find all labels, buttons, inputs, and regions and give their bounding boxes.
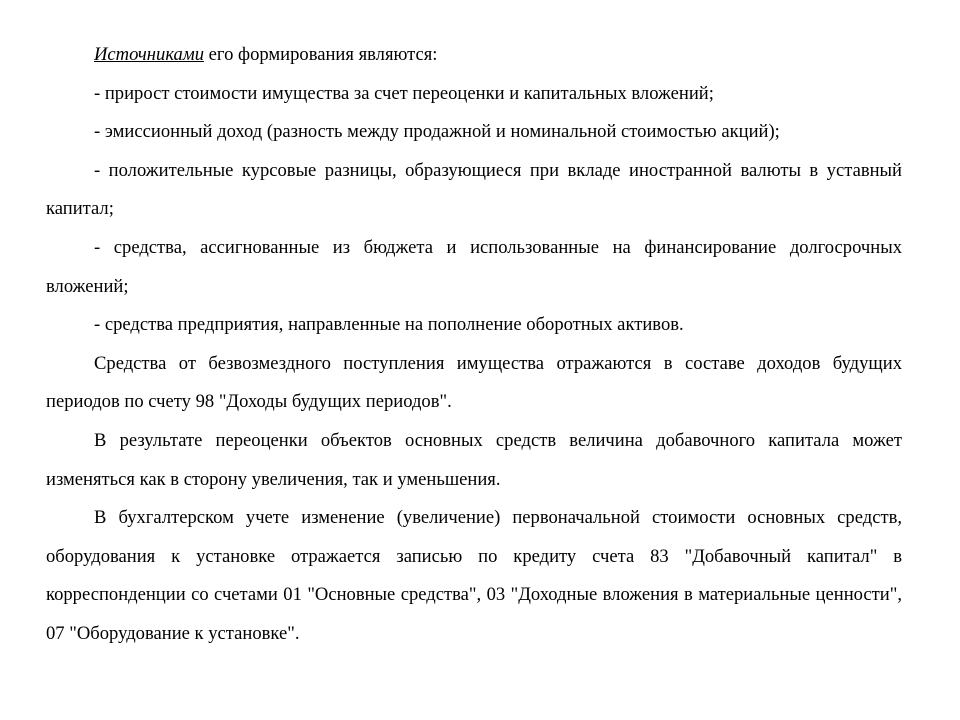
source-item-3: - положительные курсовые разницы, образующиеся при вкладе иностранной валюты в уставный капитал; [46,159,902,220]
intro-rest-text: его формирования являются: [204,44,438,65]
source-item-4: - средства, ассигнованные из бюджета и использованные на финансирование долгосрочных вложений; [46,236,902,297]
paragraph-gratuitous-receipt: Средства от безвозмездного поступления имущества отражаются в составе доходов будущих периодов по счету 98 "Доходы будущих периодов". [46,352,902,413]
intro-lead-term: Источниками [94,44,205,65]
source-item-1: - прирост стоимости имущества за счет переоценки и капитальных вложений; [94,82,714,104]
document-page [46,36,902,654]
paragraph-accounting-entry: В бухгалтерском учете изменение (увеличение) первоначальной стоимости основных средств, оборудования к установке отражается записью по кредиту счета 83 "Добавочный капитал" в корреспонденции со счетами 01 "Основные средства", 03 "Доходные вложения в материальные ценности", 07 "Оборудование к установке". [46,507,902,644]
paragraph-revaluation: В результате переоценки объектов основных средств величина добавочного капитала может изменяться как в сторону увеличения, так и уменьшения. [46,429,902,490]
intro-paragraph [46,36,902,75]
source-item-2: - эмиссионный доход (разность между продажной и номинальной стоимостью акций); [94,121,780,143]
source-item-5: - средства предприятия, направленные на пополнение оборотных активов. [94,314,684,336]
